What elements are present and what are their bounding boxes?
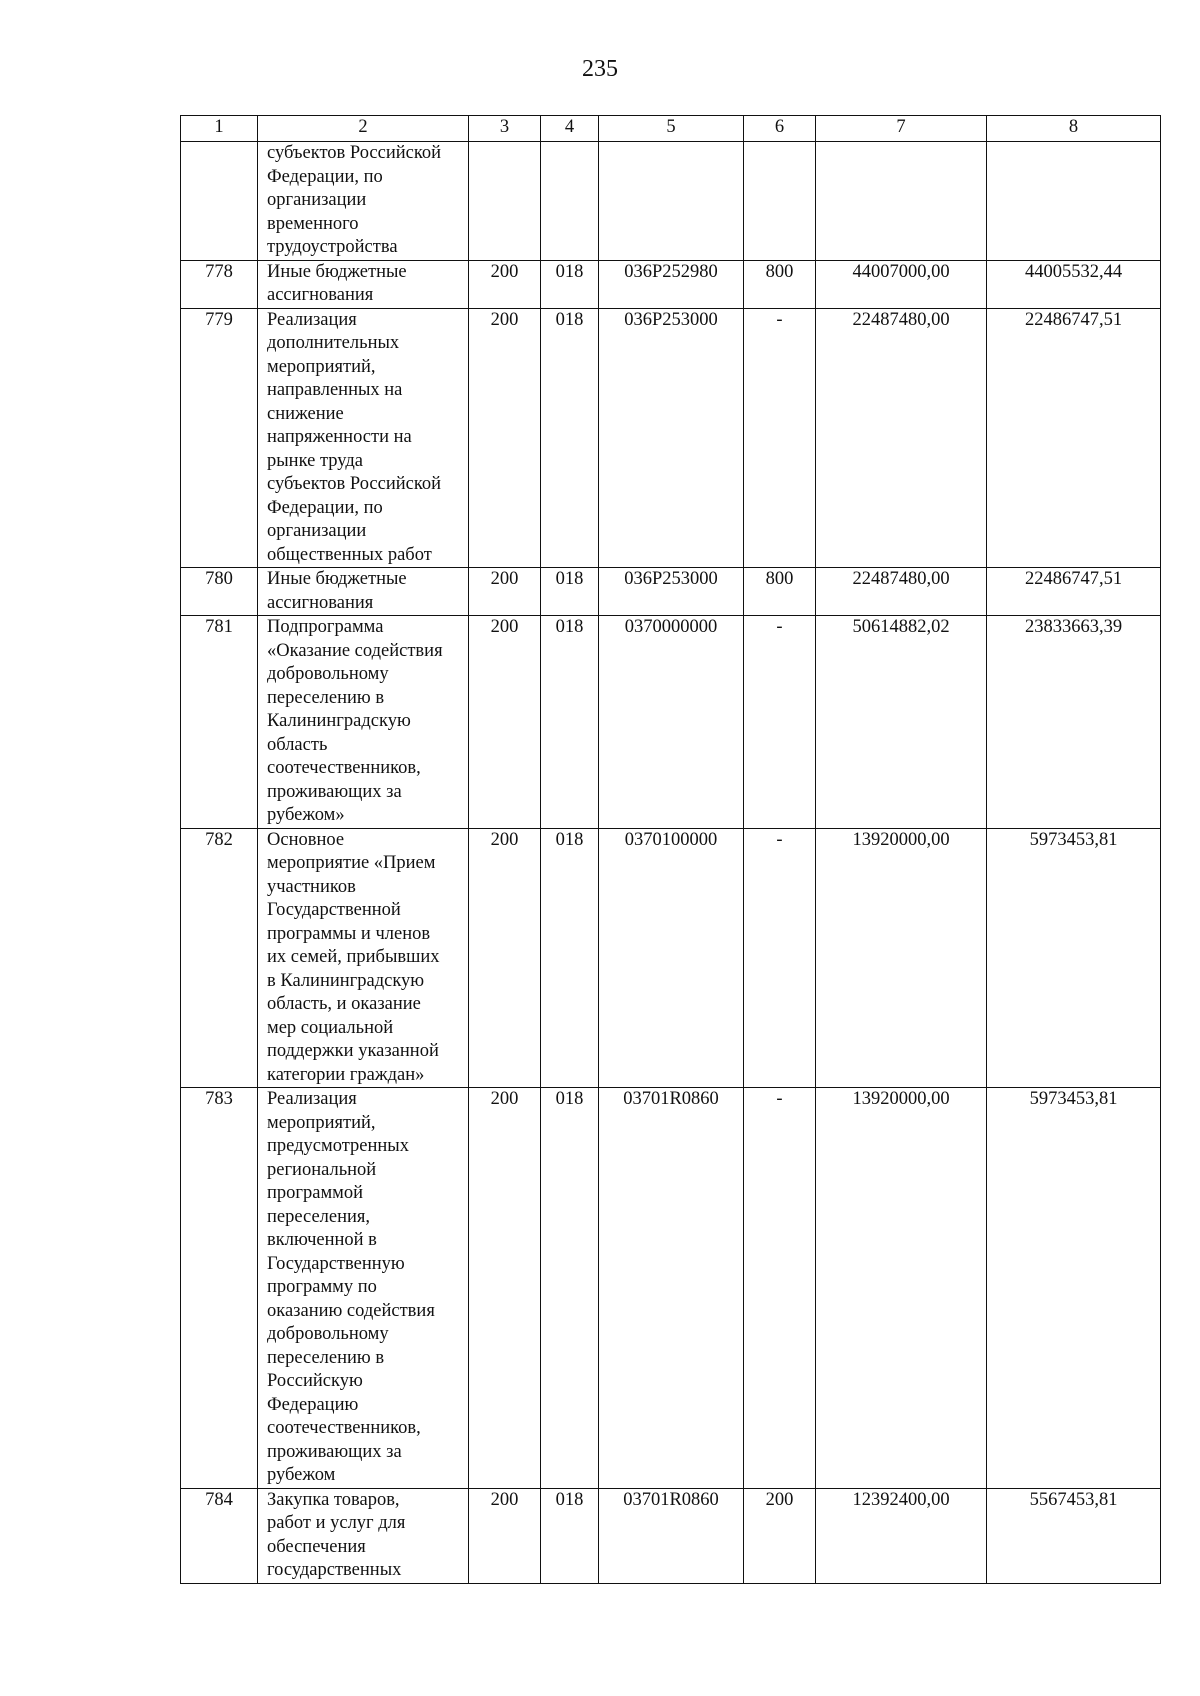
planned-amount: 13920000,00 <box>816 1088 987 1489</box>
item-name-line: напряженности на <box>267 427 412 447</box>
ministry-code: 200 <box>469 1488 541 1583</box>
row-number: 784 <box>181 1488 258 1583</box>
item-name-line: в Калининградскую <box>267 970 425 991</box>
item-name-line: региональной <box>267 1159 377 1180</box>
item-name-line: Государственную <box>267 1253 405 1274</box>
planned-amount <box>816 142 987 261</box>
planned-amount: 44007000,00 <box>816 260 987 308</box>
ministry-code: 200 <box>469 260 541 308</box>
item-name-line: ассигнования <box>267 285 374 305</box>
item-name-line: Государственной <box>267 900 401 920</box>
ministry-code: 200 <box>469 568 541 616</box>
item-name-line: включенной в <box>267 1230 377 1250</box>
executed-amount <box>987 142 1161 261</box>
section-code: 018 <box>541 616 599 829</box>
item-name-line: проживающих за <box>267 781 402 802</box>
executed-amount: 23833663,39 <box>987 616 1161 829</box>
row-number: 783 <box>181 1088 258 1489</box>
item-name-line: программу по <box>267 1277 377 1297</box>
expense-type-code: - <box>744 616 816 829</box>
item-name-line: поддержки указанной <box>267 1041 439 1061</box>
executed-amount: 22486747,51 <box>987 568 1161 616</box>
item-name-line: ассигнования <box>267 592 374 613</box>
item-name-line: субъектов Российской <box>267 474 442 494</box>
item-name-line: соотечественников, <box>267 1418 421 1438</box>
item-name-line: мероприятий, <box>267 356 376 377</box>
table-row <box>181 1488 1161 1583</box>
expense-type-code: - <box>744 308 816 568</box>
item-name <box>258 616 469 829</box>
item-name-line: мер социальной <box>267 1017 394 1038</box>
expense-type-code: 800 <box>744 260 816 308</box>
executed-amount: 5973453,81 <box>987 1088 1161 1489</box>
item-name-line: дополнительных <box>267 333 400 353</box>
item-name-line: предусмотренных <box>267 1136 409 1156</box>
item-name-line: снижение <box>267 403 344 424</box>
item-name-line: Калининградскую <box>267 711 411 731</box>
item-name <box>258 260 469 308</box>
planned-amount: 12392400,00 <box>816 1488 987 1583</box>
item-name-line: рубежом» <box>267 805 345 825</box>
section-code: 018 <box>541 308 599 568</box>
target-code: 03701R0860 <box>599 1488 744 1583</box>
ministry-code: 200 <box>469 308 541 568</box>
ministry-code: 200 <box>469 828 541 1088</box>
item-name-line: переселению в <box>267 1347 385 1368</box>
row-number: 779 <box>181 308 258 568</box>
item-name-line: переселению в <box>267 687 385 708</box>
budget-table <box>180 115 1161 1584</box>
section-code: 018 <box>541 1088 599 1489</box>
item-name <box>258 1088 469 1489</box>
item-name-line: мероприятий, <box>267 1112 376 1133</box>
item-name-line: Иные бюджетные <box>267 569 407 589</box>
table-row <box>181 828 1161 1088</box>
item-name-line: участников <box>267 876 356 897</box>
item-name-line: переселения, <box>267 1206 371 1227</box>
item-name <box>258 308 469 568</box>
table-body <box>181 142 1161 1584</box>
item-name-line: добровольному <box>267 1324 389 1344</box>
expense-type-code: - <box>744 828 816 1088</box>
item-name <box>258 828 469 1088</box>
ministry-code: 200 <box>469 616 541 829</box>
item-name-line: государственных <box>267 1560 402 1580</box>
item-name-line: трудоустройства <box>267 237 398 257</box>
item-name-line: категории граждан» <box>267 1064 425 1085</box>
column-header: 3 <box>469 116 541 142</box>
expense-type-code: 200 <box>744 1488 816 1583</box>
section-code <box>541 142 599 261</box>
item-name-line: Федерацию <box>267 1394 359 1415</box>
executed-amount: 5973453,81 <box>987 828 1161 1088</box>
target-code <box>599 142 744 261</box>
item-name-line: Федерации, по <box>267 497 383 518</box>
expense-type-code <box>744 142 816 261</box>
item-name-line: программы и членов <box>267 923 431 944</box>
item-name <box>258 568 469 616</box>
column-header: 8 <box>987 116 1161 142</box>
column-header: 2 <box>258 116 469 142</box>
item-name-line: рынке труда <box>267 450 363 471</box>
column-header: 7 <box>816 116 987 142</box>
item-name-line: Реализация <box>267 1089 357 1109</box>
item-name-line: обеспечения <box>267 1536 366 1557</box>
item-name-line: рубежом <box>267 1465 336 1485</box>
planned-amount: 50614882,02 <box>816 616 987 829</box>
target-code: 036P253000 <box>599 308 744 568</box>
item-name-line: «Оказание содействия <box>267 640 443 661</box>
item-name-line: добровольному <box>267 664 389 684</box>
item-name-line: направленных на <box>267 380 403 400</box>
row-number: 781 <box>181 616 258 829</box>
table-row <box>181 142 1161 261</box>
section-code: 018 <box>541 1488 599 1583</box>
item-name-line: соотечественников, <box>267 758 421 778</box>
item-name-line: мероприятие «Прием <box>267 853 436 873</box>
section-code: 018 <box>541 260 599 308</box>
planned-amount: 13920000,00 <box>816 828 987 1088</box>
section-code: 018 <box>541 828 599 1088</box>
target-code: 0370100000 <box>599 828 744 1088</box>
table-row <box>181 260 1161 308</box>
column-header: 6 <box>744 116 816 142</box>
item-name-line: Закупка товаров, <box>267 1489 400 1510</box>
item-name-line: работ и услуг для <box>267 1513 406 1533</box>
item-name-line: Российскую <box>267 1371 363 1391</box>
table-row <box>181 568 1161 616</box>
row-number <box>181 142 258 261</box>
item-name-line: Подпрограмма <box>267 617 384 637</box>
target-code: 036P252980 <box>599 260 744 308</box>
item-name-line: общественных работ <box>267 544 432 565</box>
item-name <box>258 1488 469 1583</box>
item-name-line: область, и оказание <box>267 994 421 1014</box>
item-name-line: Федерации, по <box>267 166 383 187</box>
table-row <box>181 308 1161 568</box>
item-name-line: временного <box>267 213 359 234</box>
section-code: 018 <box>541 568 599 616</box>
expense-type-code: - <box>744 1088 816 1489</box>
planned-amount: 22487480,00 <box>816 568 987 616</box>
item-name-line: организации <box>267 521 367 541</box>
row-number: 782 <box>181 828 258 1088</box>
ministry-code: 200 <box>469 1088 541 1489</box>
column-header: 1 <box>181 116 258 142</box>
target-code: 03701R0860 <box>599 1088 744 1489</box>
row-number: 778 <box>181 260 258 308</box>
item-name-line: Иные бюджетные <box>267 261 407 282</box>
page-number: 235 <box>582 56 618 82</box>
item-name-line: Реализация <box>267 309 357 330</box>
header-row <box>181 116 1161 142</box>
item-name-line: субъектов Российской <box>267 143 442 163</box>
table-row <box>181 1088 1161 1489</box>
target-code: 0370000000 <box>599 616 744 829</box>
item-name-line: Основное <box>267 829 345 850</box>
item-name-line: проживающих за <box>267 1441 402 1462</box>
target-code: 036P253000 <box>599 568 744 616</box>
item-name-line: область <box>267 734 328 755</box>
item-name-line: их семей, прибывших <box>267 947 440 967</box>
column-header: 4 <box>541 116 599 142</box>
executed-amount: 5567453,81 <box>987 1488 1161 1583</box>
executed-amount: 44005532,44 <box>987 260 1161 308</box>
executed-amount: 22486747,51 <box>987 308 1161 568</box>
item-name <box>258 142 469 261</box>
row-number: 780 <box>181 568 258 616</box>
item-name-line: оказанию содействия <box>267 1300 435 1321</box>
table-row <box>181 616 1161 829</box>
column-header: 5 <box>599 116 744 142</box>
item-name-line: программой <box>267 1183 364 1203</box>
item-name-line: организации <box>267 190 367 210</box>
planned-amount: 22487480,00 <box>816 308 987 568</box>
expense-type-code: 800 <box>744 568 816 616</box>
ministry-code <box>469 142 541 261</box>
